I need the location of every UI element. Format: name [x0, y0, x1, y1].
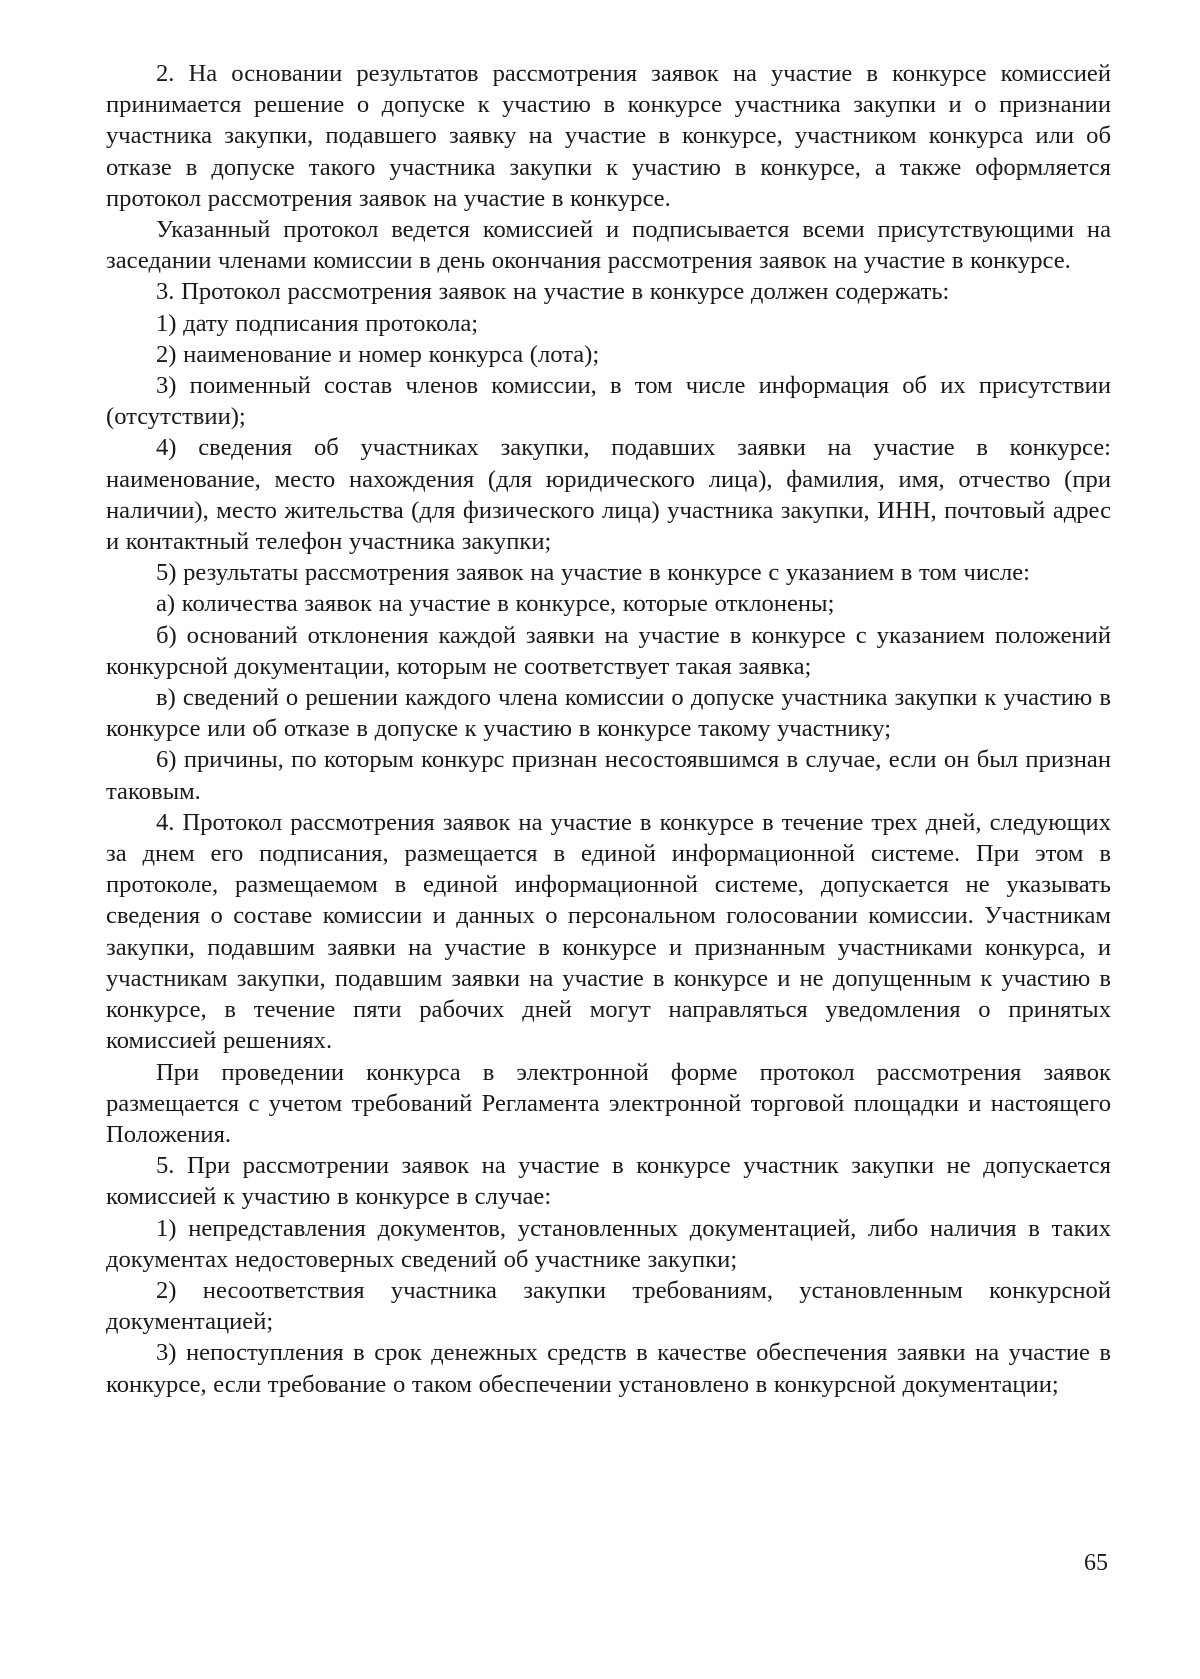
page-number: 65: [1084, 1550, 1108, 1576]
paragraph-item-5-subitem-3: 3) непоступления в срок денежных средств в качестве обеспечения заявки на участие в конкурсе, если требование о таком обеспечении установлено в конкурсной документации;: [106, 1339, 1111, 1398]
paragraph-subitem-b: б) оснований отклонения каждой заявки на участие в конкурсе с указанием положений конкурсной документации, которым не соответствует такая заявка;: [106, 621, 1111, 680]
paragraph-item-5-subitem-2: 2) несоответствия участника закупки требованиям, установленным конкурсной документацией;: [106, 1276, 1111, 1336]
paragraph-subitem-v: в) сведений о решении каждого члена комиссии о допуске участника закупки к участию в конкурсе или об отказе в допуске к участию в конкурсе такому участнику;: [106, 684, 1111, 743]
paragraph-subitem-5: 5) результаты рассмотрения заявок на участие в конкурсе с указанием в том числе:: [156, 559, 1030, 587]
paragraph-item-4: 4. Протокол рассмотрения заявок на участие в конкурсе в течение трех дней, следующих за днем его подписания, размещается в единой информационной системе. При этом в протоколе, размещаемом в единой информационной системе, допускается не указывать сведения о составе комиссии и данных о персональном голосовании комиссии. Участникам закупки, подавшим заявки на участие в конкурсе и признанным участниками конкурса, и участникам закупки, подавшим заявки на участие в конкурсе и не допущенным к участию в конкурсе, в течение пяти рабочих дней могут направляться уведомления о принятых комиссией решениях.: [106, 808, 1111, 1055]
document-body: [106, 58, 1111, 1400]
paragraph-item-5: 5. При рассмотрении заявок на участие в конкурсе участник закупки не допускается комиссией к участию в конкурсе в случае:: [106, 1152, 1111, 1211]
paragraph-subitem-2: 2) наименование и номер конкурса (лота);: [156, 340, 600, 368]
paragraph-subitem-3: 3) поименный состав членов комиссии, в том числе информация об их присутствии (отсутствии);: [106, 372, 1111, 431]
paragraph-item-3: 3. Протокол рассмотрения заявок на участие в конкурсе должен содержать:: [156, 278, 950, 306]
paragraph-item-5-subitem-1: 1) непредставления документов, установленных документацией, либо наличия в таких документах недостоверных сведений об участнике закупки;: [106, 1214, 1111, 1273]
paragraph-subitem-4: 4) сведения об участниках закупки, подавших заявки на участие в конкурсе: наименование, место нахождения (для юридического лица), фамилия, имя, отчество (при наличии), место жительства (для физического лица) участника закупки, ИНН, почтовый адрес и контактный телефон участника закупки;: [106, 434, 1111, 556]
paragraph-subitem-a: а) количества заявок на участие в конкурсе, которые отклонены;: [156, 590, 835, 618]
paragraph-item-2: 2. На основании результатов рассмотрения заявок на участие в конкурсе комиссией принимается решение о допуске к участию в конкурсе участника закупки и о признании участника закупки, подавшего заявку на участие в конкурсе, участником конкурса или об отказе в допуске такого участника закупки к участию в конкурсе, а также оформляется протокол рассмотрения заявок на участие в конкурсе.: [106, 60, 1111, 212]
paragraph-electronic-form: При проведении конкурса в электронной форме протокол рассмотрения заявок размещается с учетом требований Регламента электронной торговой площадки и настоящего Положения.: [106, 1058, 1111, 1148]
paragraph-subitem-6: 6) причины, по которым конкурс признан несостоявшимся в случае, если он был признан таковым.: [106, 746, 1111, 805]
paragraph-protocol-signing: Указанный протокол ведется комиссией и подписывается всеми присутствующими на заседании членами комиссии в день окончания рассмотрения заявок на участие в конкурсе.: [106, 216, 1111, 275]
paragraph-subitem-1: 1) дату подписания протокола;: [156, 309, 479, 337]
